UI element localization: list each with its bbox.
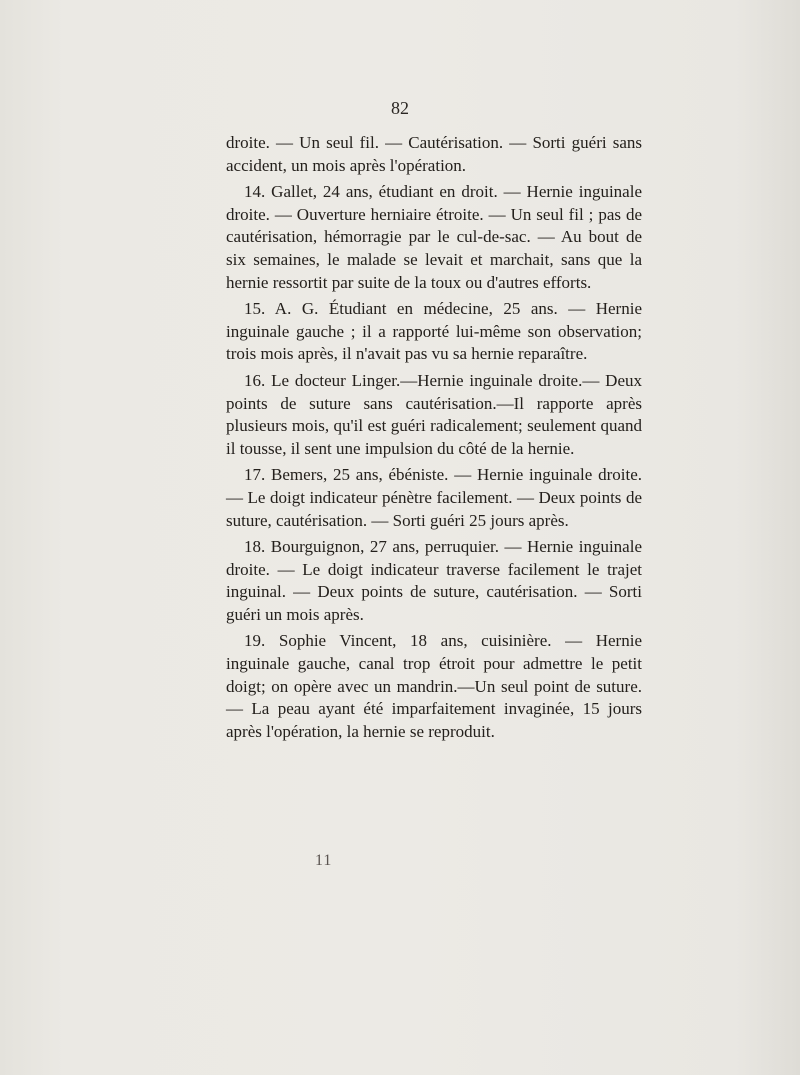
paragraph-case-18: 18. Bourguignon, 27 ans, perruquier. — Hernie inguinale droite. — Le doigt indicateur traverse facilement le trajet inguinal. — Deux points de suture, cautérisation. — Sorti guéri un mois après. [226, 537, 642, 624]
paragraph-case-14: 14. Gallet, 24 ans, étudiant en droit. — Hernie inguinale droite. — Ouverture herniaire étroite. — Un seul fil ; pas de cautérisation, hémorragie par le cul-de-sac. — Au bout de six semaines, le malade se levait et marchait, sans que la hernie ressortit par suite de la toux ou d'autres efforts. [226, 182, 642, 292]
paragraph-case-17: 17. Bemers, 25 ans, ébéniste. — Hernie inguinale droite. — Le doigt indicateur pénètre facilement. — Deux points de suture, cautérisation. — Sorti guéri 25 jours après. [226, 465, 642, 530]
paragraph-continuation: droite. — Un seul fil. — Cautérisation. — Sorti guéri sans accident, un mois après l'opération. [226, 133, 642, 175]
page-number: 82 [391, 98, 409, 118]
paragraph-case-16: 16. Le docteur Linger.—Hernie inguinale droite.— Deux points de suture sans cautérisation.—Il rapporte après plusieurs mois, qu'il est guéri radicalement; seulement quand il tousse, il sent une impulsion du côté de la hernie. [226, 370, 642, 458]
paragraph-case-15: 15. A. G. Étudiant en médecine, 25 ans. — Hernie inguinale gauche ; il a rapporté lui-même son observation; trois mois après, il n'avait pas vu sa hernie reparaître. [226, 299, 642, 364]
paragraph-case-19: 19. Sophie Vincent, 18 ans, cuisinière. — Hernie inguinale gauche, canal trop étroit pour admettre le petit doigt; on opère avec un mandrin.—Un seul point de suture. — La peau ayant été imparfaitement invaginée, 15 jours après l'opération, la hernie se reproduit. [226, 631, 642, 741]
signature-mark: 11 [315, 852, 333, 869]
page-body [226, 132, 642, 747]
